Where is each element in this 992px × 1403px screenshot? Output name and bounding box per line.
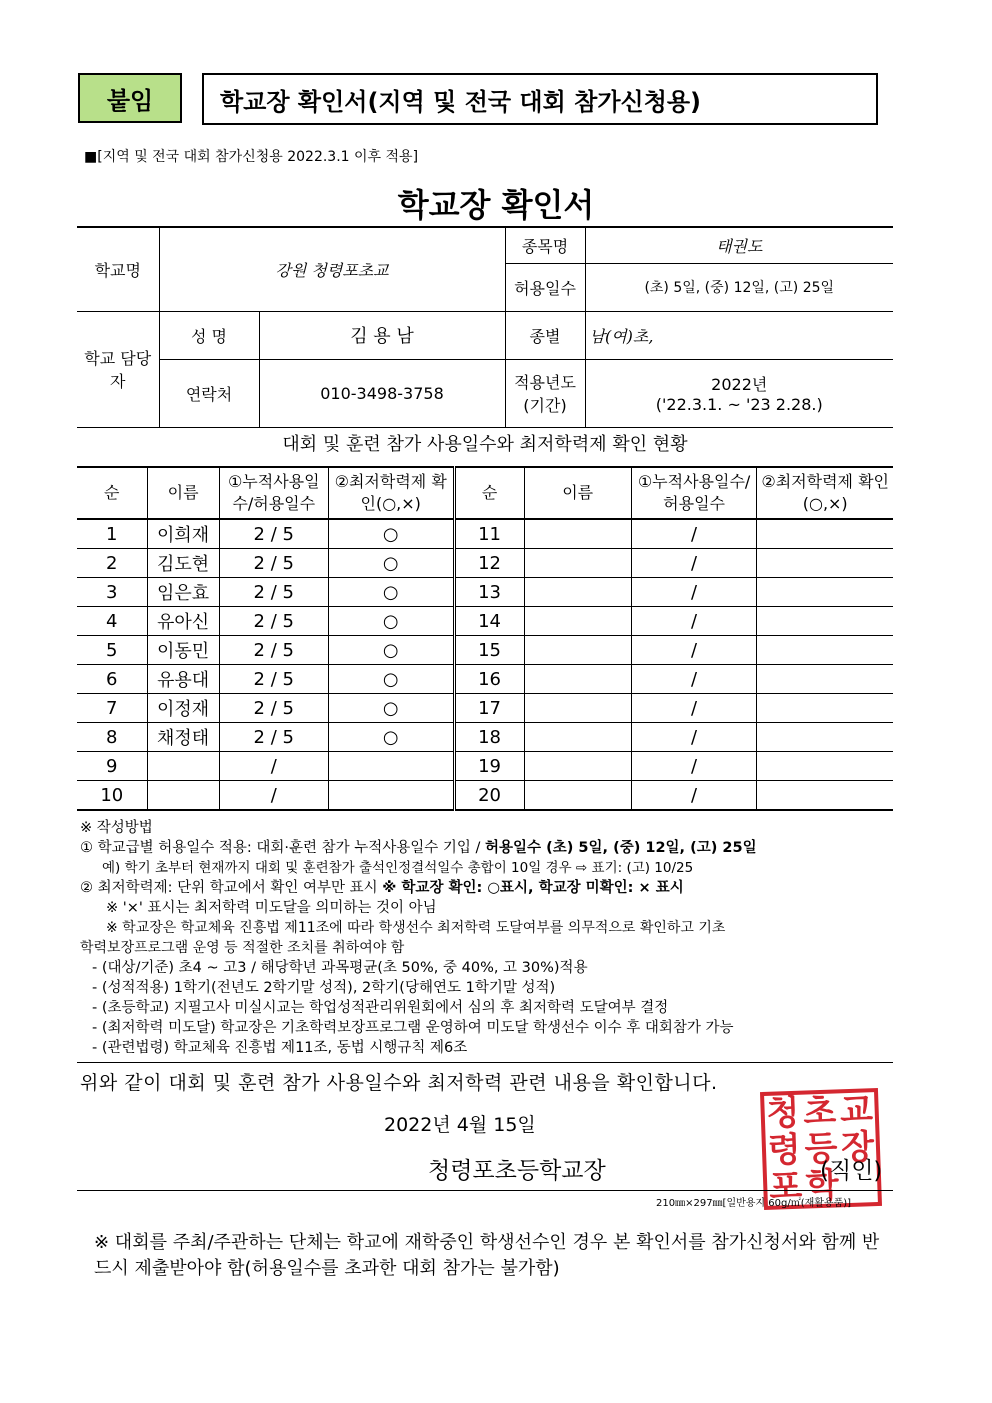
row-name: 유용대 bbox=[147, 665, 219, 694]
info-table bbox=[77, 226, 893, 428]
row-ok-2 bbox=[757, 694, 893, 723]
table-row bbox=[77, 752, 893, 781]
page-title: 학교장 확인서 bbox=[397, 186, 595, 224]
table-row bbox=[77, 665, 893, 694]
school-value: 강원 청령포초교 bbox=[159, 227, 505, 311]
row-no: 8 bbox=[77, 723, 147, 752]
row-no-2: 12 bbox=[454, 549, 524, 578]
seal-glyph: 장 bbox=[840, 1127, 875, 1169]
seal-glyph: 학 bbox=[805, 1165, 840, 1207]
row-ok-2 bbox=[757, 519, 893, 549]
gender-label: 종별 bbox=[505, 311, 585, 359]
row-ok: ○ bbox=[328, 549, 454, 578]
note-2-bold: ※ 학교장 확인: ○표시, 학교장 미확인: × 표시 bbox=[382, 880, 684, 896]
applicability-note: ■[지역 및 전국 대회 참가신청용 2022.3.1 이후 적용] bbox=[84, 149, 419, 165]
row-no: 9 bbox=[77, 752, 147, 781]
official-seal bbox=[760, 1088, 882, 1210]
row-days-2: / bbox=[631, 578, 757, 607]
row-no: 5 bbox=[77, 636, 147, 665]
row-name: 이동민 bbox=[147, 636, 219, 665]
header-ok: ②최저학력제 확인(○,×) bbox=[328, 467, 454, 519]
row-days: / bbox=[219, 781, 328, 811]
row-days: 2 / 5 bbox=[219, 549, 328, 578]
stamp-label: (직인) bbox=[820, 1158, 883, 1184]
row-ok: ○ bbox=[328, 694, 454, 723]
seal-glyph: 청 bbox=[765, 1093, 801, 1135]
allowed-label: 허용일수 bbox=[505, 263, 585, 311]
table-row bbox=[77, 694, 893, 723]
row-days: 2 / 5 bbox=[219, 694, 328, 723]
contact-label: 연락처 bbox=[159, 359, 259, 427]
row-name-2 bbox=[524, 752, 631, 781]
detail-1: - (대상/기준) 초4 ~ 고3 / 해당학년 과목평균(초 50%, 중 40%, 고 30%)적용 bbox=[92, 960, 588, 976]
section-title: 대회 및 훈련 참가 사용일수와 최저학력제 확인 현황 bbox=[282, 434, 688, 455]
row-days-2: / bbox=[631, 607, 757, 636]
row-ok-2 bbox=[757, 752, 893, 781]
row-days-2: / bbox=[631, 665, 757, 694]
row-ok: ○ bbox=[328, 607, 454, 636]
row-no-2: 18 bbox=[454, 723, 524, 752]
row-no-2: 14 bbox=[454, 607, 524, 636]
divider bbox=[77, 1062, 893, 1063]
row-name-2 bbox=[524, 694, 631, 723]
note-1-example: 예) 학기 초부터 현재까지 대회 및 훈련참가 출석인정결석일수 총합이 10일 경우 ⇨ 표기: (고) 10/25 bbox=[102, 860, 694, 876]
row-no-2: 19 bbox=[454, 752, 524, 781]
header-name: 이름 bbox=[147, 467, 219, 519]
row-name-2 bbox=[524, 607, 631, 636]
note-2-text: ② 최저학력제: 단위 학교에서 확인 여부만 표시 bbox=[80, 880, 383, 896]
note-1-text: ① 학교급별 허용일수 적용: 대회·훈련 참가 누적사용일수 기입 / bbox=[80, 840, 486, 856]
row-days-2: / bbox=[631, 549, 757, 578]
row-no: 6 bbox=[77, 665, 147, 694]
seal-glyph: 포 bbox=[768, 1166, 803, 1208]
row-ok: ○ bbox=[328, 519, 454, 549]
row-name bbox=[147, 752, 219, 781]
table-row bbox=[77, 636, 893, 665]
note-3: ※ '×' 표시는 최저학력 미도달을 의미하는 것이 아님 bbox=[106, 900, 437, 916]
detail-4: - (최저학력 미도달) 학교장은 기초학력보장프로그램 운영하여 미도달 학생선수 이수 후 대회참가 가능 bbox=[92, 1020, 734, 1036]
row-ok bbox=[328, 781, 454, 811]
row-name-2 bbox=[524, 723, 631, 752]
row-name: 김도현 bbox=[147, 549, 219, 578]
row-no-2: 20 bbox=[454, 781, 524, 811]
row-name-2 bbox=[524, 519, 631, 549]
row-no: 4 bbox=[77, 607, 147, 636]
row-no: 2 bbox=[77, 549, 147, 578]
row-no-2: 17 bbox=[454, 694, 524, 723]
manager-label: 학교 담당자 bbox=[77, 311, 159, 427]
row-no-2: 15 bbox=[454, 636, 524, 665]
table-row bbox=[77, 607, 893, 636]
row-days: 2 / 5 bbox=[219, 578, 328, 607]
header-ok-2: ②최저학력제 확인(○,×) bbox=[757, 467, 893, 519]
sport-value: 태권도 bbox=[585, 227, 893, 263]
note-4: ※ 학교장은 학교체육 진흥법 제11조에 따라 학생선수 최저학력 도달여부를 의무적으로 확인하고 기초 bbox=[106, 920, 726, 936]
note-1 bbox=[80, 838, 895, 858]
row-name-2 bbox=[524, 665, 631, 694]
row-ok-2 bbox=[757, 578, 893, 607]
header-days-2: ①누적사용일수/ 허용일수 bbox=[631, 467, 757, 519]
year-label: 적용년도 (기간) bbox=[505, 359, 585, 427]
row-ok-2 bbox=[757, 607, 893, 636]
row-no-2: 13 bbox=[454, 578, 524, 607]
row-name: 채정태 bbox=[147, 723, 219, 752]
seal-glyph: 초 bbox=[802, 1091, 837, 1133]
contact-value: 010-3498-3758 bbox=[259, 359, 505, 427]
table-row bbox=[77, 578, 893, 607]
header-title: 학교장 확인서(지역 및 전국 대회 참가신청용) bbox=[202, 73, 878, 125]
row-ok: ○ bbox=[328, 665, 454, 694]
header-days: ①누적사용일수/허용일수 bbox=[219, 467, 328, 519]
school-label: 학교명 bbox=[77, 227, 159, 311]
seal-glyph: 령 bbox=[767, 1129, 802, 1171]
row-name-2 bbox=[524, 636, 631, 665]
allowed-value: (초) 5일, (중) 12일, (고) 25일 bbox=[585, 263, 893, 311]
row-days: 2 / 5 bbox=[219, 607, 328, 636]
submission-footnote: ※ 대회를 주최/주관하는 단체는 학교에 재학중인 학생선수인 경우 본 확인서를 참가신청서와 함께 반드시 제출받아야 함(허용일수를 초과한 대회 참가는 불가함) bbox=[94, 1232, 880, 1279]
detail-5: - (관련법령) 학교체육 진흥법 제11조, 동법 시행규칙 제6조 bbox=[92, 1040, 468, 1056]
row-no: 10 bbox=[77, 781, 147, 811]
row-name: 유아신 bbox=[147, 607, 219, 636]
table-row bbox=[77, 549, 893, 578]
instructions bbox=[80, 818, 895, 1058]
row-ok: ○ bbox=[328, 636, 454, 665]
row-days: 2 / 5 bbox=[219, 519, 328, 549]
row-no-2: 16 bbox=[454, 665, 524, 694]
row-days-2: / bbox=[631, 723, 757, 752]
confirm-text: 위와 같이 대회 및 훈련 참가 사용일수와 최저학력 관련 내용을 확인합니다. bbox=[80, 1072, 718, 1094]
bottom-divider bbox=[77, 1190, 893, 1191]
row-days-2: / bbox=[631, 752, 757, 781]
signed-date: 2022년 4월 15일 bbox=[384, 1114, 536, 1136]
row-no: 3 bbox=[77, 578, 147, 607]
row-ok: ○ bbox=[328, 723, 454, 752]
paper-size: 210㎜×297㎜[일반용지 60g/㎡(재활용품)] bbox=[656, 1198, 852, 1209]
note-4-cont: 학력보장프로그램 운영 등 적절한 조치를 취하여야 함 bbox=[80, 940, 405, 956]
row-no-2: 11 bbox=[454, 519, 524, 549]
row-days: 2 / 5 bbox=[219, 723, 328, 752]
row-ok-2 bbox=[757, 549, 893, 578]
name-value: 김 용 남 bbox=[259, 311, 505, 359]
name-label: 성 명 bbox=[159, 311, 259, 359]
row-name: 이정재 bbox=[147, 694, 219, 723]
detail-2: - (성적적용) 1학기(전년도 2학기말 성적), 2학기(당해연도 1학기말 성적) bbox=[92, 980, 556, 996]
table-row bbox=[77, 781, 893, 811]
seal-glyph: 등 bbox=[803, 1128, 839, 1170]
row-no: 1 bbox=[77, 519, 147, 549]
row-ok-2 bbox=[757, 636, 893, 665]
row-ok bbox=[328, 752, 454, 781]
gender-value: 남(여)초, bbox=[585, 311, 893, 359]
row-days-2: / bbox=[631, 781, 757, 811]
row-name bbox=[147, 781, 219, 811]
detail-3: - (초등학교) 지필고사 미실시교는 학업성적관리위원회에서 심의 후 최저학력 도달여부 결정 bbox=[92, 1000, 669, 1016]
table-row bbox=[77, 519, 893, 549]
header-no: 순 bbox=[77, 467, 147, 519]
seal-glyph: 교 bbox=[839, 1090, 874, 1132]
sport-label: 종목명 bbox=[505, 227, 585, 263]
row-ok-2 bbox=[757, 665, 893, 694]
row-ok-2 bbox=[757, 781, 893, 811]
table-row bbox=[77, 723, 893, 752]
header-no-2: 순 bbox=[454, 467, 524, 519]
note-2 bbox=[80, 878, 895, 898]
row-name-2 bbox=[524, 781, 631, 811]
header-name-2: 이름 bbox=[524, 467, 631, 519]
row-days: 2 / 5 bbox=[219, 636, 328, 665]
year-value: 2022년 bbox=[711, 375, 768, 394]
row-days: 2 / 5 bbox=[219, 665, 328, 694]
principal-name: 청령포초등학교장 bbox=[428, 1158, 606, 1184]
row-days-2: / bbox=[631, 694, 757, 723]
row-name: 임은효 bbox=[147, 578, 219, 607]
participation-table bbox=[77, 466, 893, 811]
row-days-2: / bbox=[631, 519, 757, 549]
row-ok: ○ bbox=[328, 578, 454, 607]
row-ok-2 bbox=[757, 723, 893, 752]
notes-heading: ※ 작성방법 bbox=[80, 820, 153, 836]
row-name-2 bbox=[524, 578, 631, 607]
attachment-tag: 붙임 bbox=[78, 73, 182, 123]
row-name: 이희재 bbox=[147, 519, 219, 549]
row-no: 7 bbox=[77, 694, 147, 723]
row-days-2: / bbox=[631, 636, 757, 665]
period-value: ('22.3.1. ~ '23 2.28.) bbox=[655, 395, 823, 414]
row-days: / bbox=[219, 752, 328, 781]
year-cell bbox=[585, 359, 893, 427]
row-name-2 bbox=[524, 549, 631, 578]
note-1-bold: 허용일수 (초) 5일, (중) 12일, (고) 25일 bbox=[485, 840, 757, 856]
